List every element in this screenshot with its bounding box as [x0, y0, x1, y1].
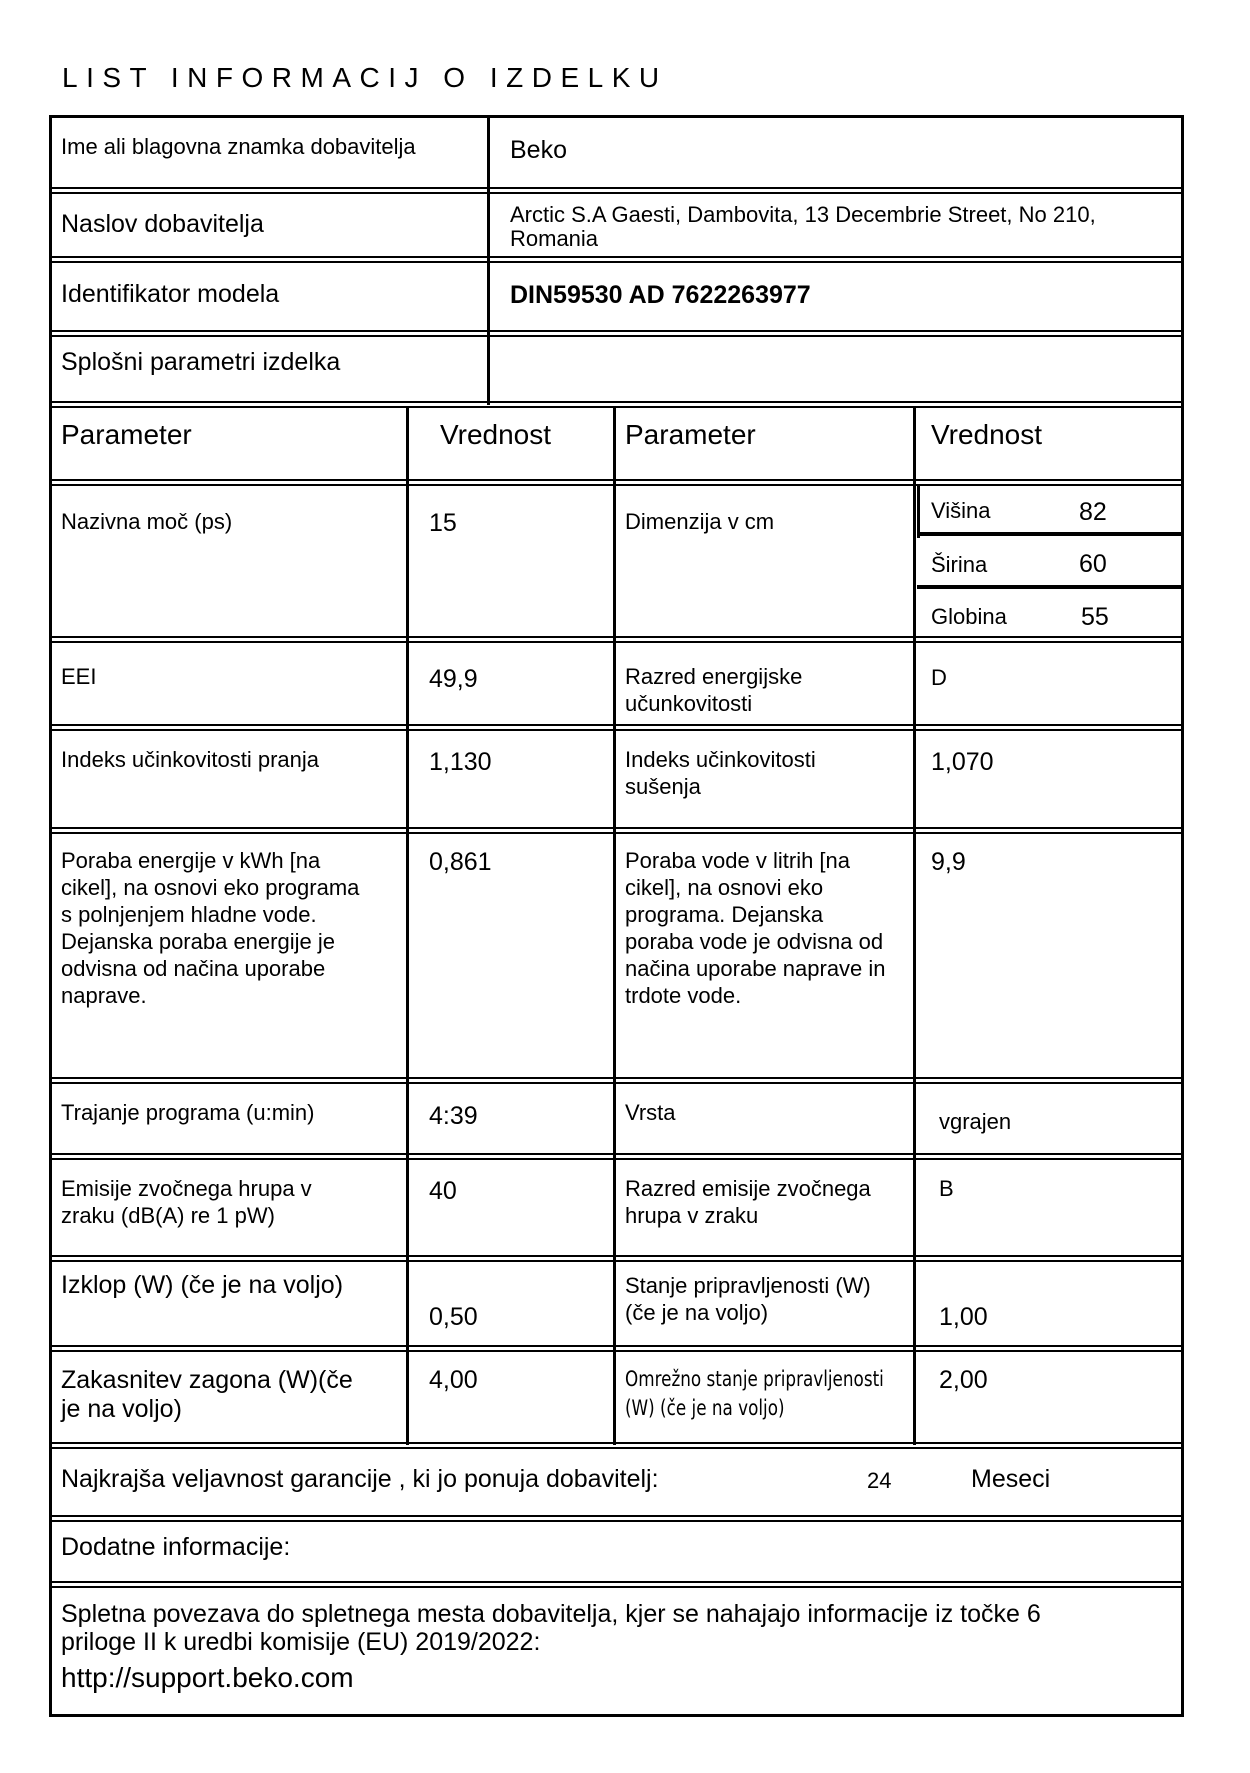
- delay-start-value: 4,00: [429, 1366, 478, 1394]
- support-link[interactable]: http://support.beko.com: [61, 1662, 354, 1693]
- col-divider: [406, 406, 409, 1445]
- energy-use-line: naprave.: [61, 983, 147, 1008]
- height-label: Višina: [931, 498, 991, 523]
- product-info-table: [49, 115, 1183, 1715]
- width-label: Širina: [931, 552, 988, 577]
- col-divider: [917, 484, 920, 538]
- model-label: Identifikator modela: [61, 280, 280, 308]
- eei-value: 49,9: [429, 665, 478, 693]
- type-label: Vrsta: [625, 1100, 676, 1125]
- energy-use-line: cikel], na osnovi eko programa: [61, 875, 360, 900]
- row-sep: [49, 261, 1184, 263]
- dry-index-label-2: sušenja: [625, 774, 701, 799]
- row-sep: [49, 1581, 1184, 1583]
- row-sep: [49, 1520, 1184, 1522]
- col-header-parameter-2: Parameter: [625, 419, 756, 450]
- standby-label-2: (če je na voljo): [625, 1300, 769, 1325]
- row-sep: [49, 187, 1184, 189]
- row-sep: [49, 636, 1184, 638]
- col-header-value-2: Vrednost: [931, 419, 1043, 450]
- type-value: vgrajen: [939, 1109, 1012, 1134]
- dimensions-label: Dimenzija v cm: [625, 509, 775, 534]
- col-header-parameter-1: Parameter: [61, 419, 192, 450]
- dry-index-value: 1,070: [931, 748, 994, 776]
- depth-value: 55: [1081, 603, 1109, 631]
- address-label: Naslov dobavitelja: [61, 210, 264, 238]
- energy-use-value: 0,861: [429, 848, 492, 876]
- off-mode-value: 0,50: [429, 1303, 478, 1331]
- power-value: 15: [429, 509, 457, 537]
- noise-label-1: Emisije zvočnega hrupa v: [61, 1176, 312, 1201]
- duration-label: Trajanje programa (u:min): [61, 1100, 315, 1125]
- networked-standby-label-1: Omrežno stanje pripravljenosti: [625, 1367, 884, 1391]
- row-sep: [49, 1345, 1184, 1347]
- height-value: 82: [1079, 498, 1107, 526]
- header-col-divider: [487, 115, 490, 405]
- warranty-label: Najkrajša veljavnost garancije , ki jo ponuja dobavitelj:: [61, 1465, 659, 1493]
- col-header-value-1: Vrednost: [440, 419, 552, 450]
- warranty-unit: Meseci: [971, 1465, 1051, 1493]
- row-sep: [49, 484, 1184, 486]
- row-sep: [49, 1515, 1184, 1517]
- row-sep: [49, 479, 1184, 481]
- general-params-label: Splošni parametri izdelka: [61, 348, 341, 376]
- row-sep: [49, 1586, 1184, 1588]
- link-text-line2: priloge II k uredbi komisije (EU) 2019/2022:: [61, 1628, 541, 1656]
- row-sep: [49, 1447, 1184, 1449]
- link-text-line1: Spletna povezava do spletnega mesta dobavitelja, kjer se nahajajo informacije iz točke 6: [61, 1600, 1041, 1628]
- energy-use-line: s polnjenjem hladne vode.: [61, 902, 317, 927]
- water-use-line: programa. Dejanska: [625, 902, 824, 927]
- power-label: Nazivna moč (ps): [61, 509, 233, 534]
- row-sep: [49, 401, 1184, 403]
- row-sep: [49, 1255, 1184, 1257]
- row-sep: [49, 724, 1184, 726]
- delay-start-label-1: Zakasnitev zagona (W)(če: [61, 1366, 353, 1394]
- water-use-value: 9,9: [931, 848, 966, 876]
- dims-sep: [917, 585, 1183, 589]
- off-mode-label: Izklop (W) (če je na voljo): [61, 1271, 344, 1299]
- row-sep: [49, 827, 1184, 829]
- row-sep: [49, 729, 1184, 731]
- noise-label-2: zraku (dB(A) re 1 pW): [61, 1203, 275, 1228]
- row-sep: [49, 256, 1184, 258]
- row-sep: [49, 1082, 1184, 1084]
- address-value-line2: Romania: [510, 226, 599, 251]
- delay-start-label-2: je na voljo): [61, 1395, 182, 1423]
- col-divider: [913, 406, 916, 1445]
- water-use-line: načina uporabe naprave in: [625, 956, 886, 981]
- energy-use-line: Poraba energije v kWh [na: [61, 848, 321, 873]
- energy-use-line: odvisna od načina uporabe: [61, 956, 326, 981]
- depth-label: Globina: [931, 604, 1007, 629]
- energy-class-label-2: učunkovitosti: [625, 691, 753, 716]
- frame-right: [1181, 115, 1184, 1717]
- row-sep: [49, 1158, 1184, 1160]
- additional-info-label: Dodatne informacije:: [61, 1533, 291, 1561]
- row-sep: [49, 832, 1184, 834]
- dims-sep: [917, 532, 1183, 536]
- noise-class-label-1: Razred emisije zvočnega: [625, 1176, 871, 1201]
- model-value: DIN59530 AD 7622263977: [510, 281, 811, 309]
- water-use-line: poraba vode je odvisna od: [625, 929, 884, 954]
- row-sep: [49, 335, 1184, 337]
- dry-index-label-1: Indeks učinkovitosti: [625, 747, 816, 772]
- supplier-label: Ime ali blagovna znamka dobavitelja: [61, 134, 416, 159]
- standby-value: 1,00: [939, 1303, 988, 1331]
- frame-top: [49, 115, 1184, 118]
- water-use-line: Poraba vode v litrih [na: [625, 848, 851, 873]
- eei-label: EEI: [61, 664, 97, 689]
- frame-bottom: [49, 1714, 1184, 1717]
- noise-value: 40: [429, 1177, 457, 1205]
- row-sep: [49, 1077, 1184, 1079]
- address-value-line1: Arctic S.A Gaesti, Dambovita, 13 Decembrie Street, No 210,: [510, 202, 1096, 227]
- wash-index-label: Indeks učinkovitosti pranja: [61, 747, 320, 772]
- row-sep: [49, 406, 1184, 408]
- energy-class-value: D: [931, 665, 947, 690]
- row-sep: [49, 192, 1184, 194]
- standby-label-1: Stanje pripravljenosti (W): [625, 1273, 871, 1298]
- width-value: 60: [1079, 550, 1107, 578]
- row-sep: [49, 1260, 1184, 1262]
- row-sep: [49, 1350, 1184, 1352]
- water-use-line: cikel], na osnovi eko: [625, 875, 824, 900]
- noise-class-label-2: hrupa v zraku: [625, 1203, 759, 1228]
- wash-index-value: 1,130: [429, 748, 492, 776]
- networked-standby-value: 2,00: [939, 1366, 988, 1394]
- row-sep: [49, 1153, 1184, 1155]
- warranty-value: 24: [867, 1468, 892, 1493]
- energy-class-label-1: Razred energijske: [625, 664, 803, 689]
- supplier-value: Beko: [510, 136, 567, 164]
- frame-left: [49, 115, 52, 1717]
- document-title: LIST INFORMACIJ O IZDELKU: [62, 62, 668, 93]
- networked-standby-label-2: (W) (če je na voljo): [625, 1396, 785, 1420]
- duration-value: 4:39: [429, 1102, 478, 1130]
- row-sep: [49, 1442, 1184, 1444]
- energy-use-line: Dejanska poraba energije je: [61, 929, 335, 954]
- water-use-line: trdote vode.: [625, 983, 742, 1008]
- noise-class-value: B: [939, 1176, 954, 1201]
- col-divider: [613, 406, 616, 1445]
- row-sep: [49, 641, 1184, 643]
- row-sep: [49, 330, 1184, 332]
